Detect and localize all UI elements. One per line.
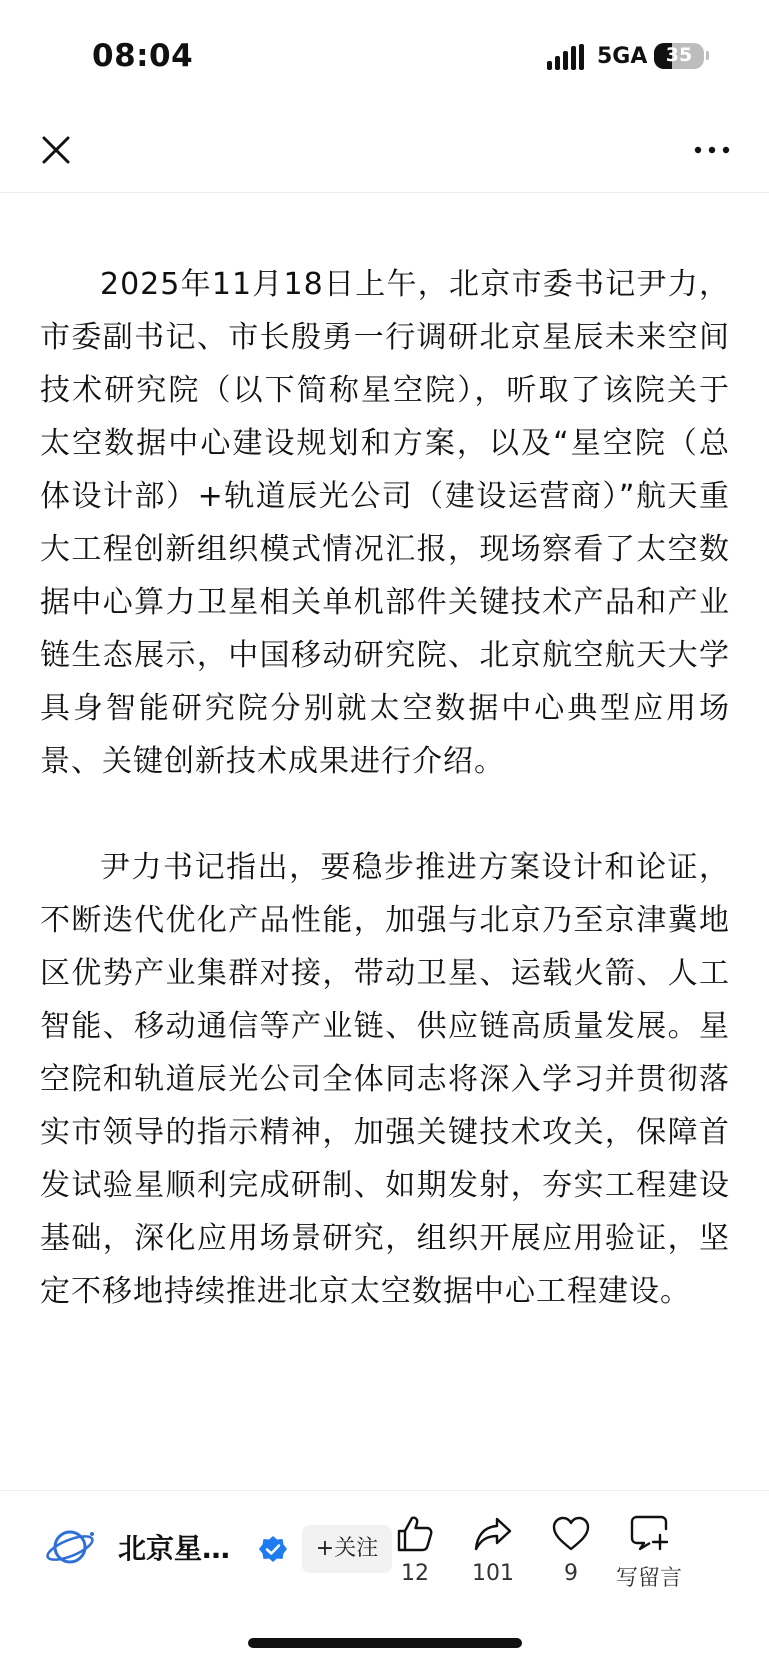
- share-button[interactable]: [448, 1513, 538, 1586]
- battery-cap: [706, 51, 709, 60]
- close-button[interactable]: [36, 130, 76, 170]
- home-indicator: [248, 1638, 522, 1648]
- write-comment-label: 写留言: [615, 1566, 682, 1591]
- account-name[interactable]: 北京星…: [118, 1532, 231, 1565]
- share-count: 101: [472, 1561, 514, 1586]
- battery-icon: [654, 43, 704, 69]
- share-icon: [472, 1513, 514, 1555]
- favorite-button[interactable]: [526, 1513, 616, 1586]
- battery-level-text: 35: [665, 44, 693, 66]
- article-body: [40, 258, 730, 1318]
- article-paragraph: 尹力书记指出，要稳步推进方案设计和论证，不断迭代优化产品性能，加强与北京乃至京津冀地区优势产业集群对接，带动卫星、运载火箭、人工智能、移动通信等产业链、供应链高质量发展。星空院和轨道辰光公司全体同志将深入学习并贯彻落实市领导的指示精神，加强关键技术攻关，保障首发试验星顺利完成研制、如期发射，夯实工程建设基础，深化应用场景研究，组织开展应用验证，坚定不移地持续推进北京太空数据中心工程建设。: [40, 850, 730, 1309]
- bottom-action-bar: [0, 1490, 769, 1616]
- nav-bar: [0, 110, 769, 193]
- like-count: 12: [401, 1561, 429, 1586]
- planet-logo-icon: [44, 1519, 100, 1575]
- write-comment-button[interactable]: [604, 1513, 694, 1592]
- verified-badge-icon: [258, 1535, 288, 1565]
- article-paragraph: 2025年11月18日上午，北京市委书记尹力，市委副书记、市长殷勇一行调研北京星辰未来空间技术研究院（以下简称星空院），听取了该院关于太空数据中心建设规划和方案，以及“星空院（总体设计部）+轨道辰光公司（建设运营商）”航天重大工程创新组织模式情况汇报，现场察看了太空数据中心算力卫星相关单机部件关键技术产品和产业链生态展示，中国移动研究院、北京航空航天大学具身智能研究院分别就太空数据中心典型应用场景、关键创新技术成果进行介绍。: [40, 267, 730, 779]
- thumbs-up-icon: [394, 1513, 436, 1555]
- account-avatar[interactable]: [44, 1519, 100, 1575]
- signal-icon: [547, 44, 587, 70]
- follow-button[interactable]: +关注: [302, 1525, 392, 1573]
- like-button[interactable]: [370, 1513, 460, 1586]
- network-type: 5GA: [597, 44, 648, 69]
- heart-icon: [550, 1513, 592, 1555]
- favorite-count: 9: [564, 1561, 578, 1586]
- verified-badge: [258, 1535, 288, 1565]
- close-icon: [36, 130, 76, 170]
- status-time: 08:04: [92, 38, 194, 74]
- more-icon: [690, 134, 734, 166]
- status-bar: [0, 0, 769, 110]
- comment-add-icon: [628, 1513, 670, 1555]
- more-button[interactable]: [690, 134, 734, 166]
